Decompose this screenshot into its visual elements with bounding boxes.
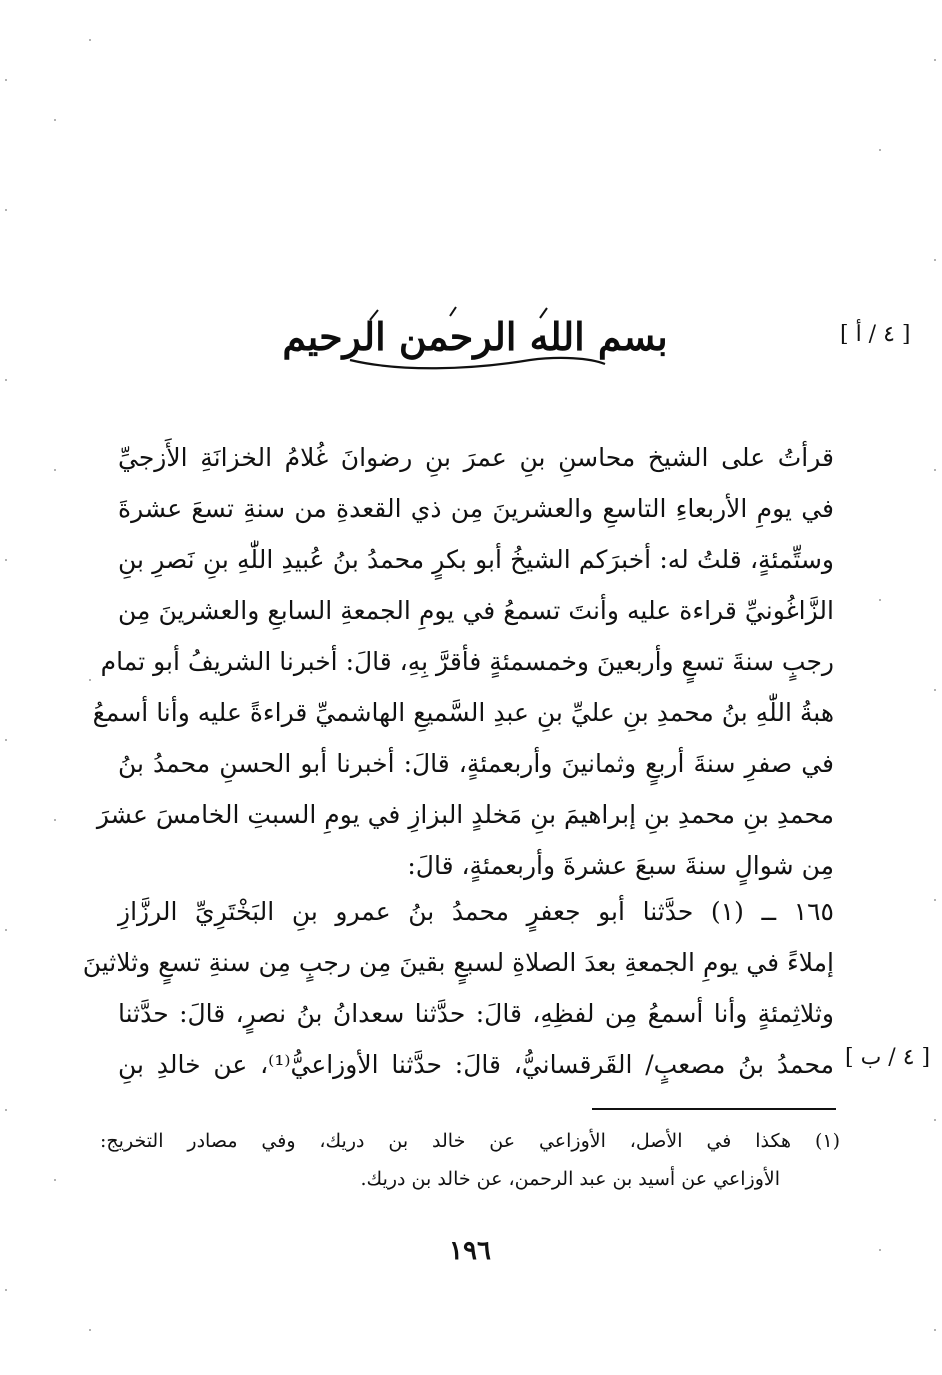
text-line: في يومِ الأربعاءِ التاسعِ والعشرينَ مِن ذي القعدةِ من سنةِ تسعَ عشرةَ — [118, 494, 834, 523]
text-line: محمدِ بنِ محمدِ بنِ إبراهيمَ بنِ مَخلدٍ البزازِ في يومِ السبتِ الخامسَ عشرَ — [96, 800, 834, 829]
page-number: ١٩٦ — [449, 1236, 491, 1266]
folio-mark-4b: [ ٤ / ب ] — [845, 1045, 931, 1070]
text-line: وستِّمئةٍ، قلتُ له: أخبرَكم الشيخُ أبو بكرٍ محمدُ بنُ عُبيدِ اللّٰهِ بنِ نَصرِ بنِ — [118, 545, 834, 574]
text-line: قرأتُ على الشيخ محاسنِ بنِ عمرَ بنِ رضوانَ غُلامُ الخزانَةِ الأَزجيِّ — [118, 443, 834, 472]
text-line: إملاءً في يومِ الجمعةِ بعدَ الصلاةِ لسبعٍ بقينَ مِن رجبٍ مِن سنةِ تسعٍ وثلاثينَ — [82, 948, 834, 977]
text-line: الزَّاغُونيِّ قراءة عليه وأنتَ تسمعُ في يومِ الجمعةِ السابعِ والعشرينَ مِن — [118, 596, 834, 625]
text-line: هبةُ اللّٰهِ بنُ محمدِ بنِ عليِّ بنِ عبدِ السَّميعِ الهاشميِّ قراءةً عليه وأنا أسمعُ — [92, 698, 834, 727]
basmala-text: بسم الله الرحمن الرحيم — [282, 314, 668, 359]
basmala-calligraphy — [282, 298, 668, 378]
footnote-line: الأوزاعي عن أسيد بن عبد الرحمن، عن خالد بن دريك. — [360, 1168, 780, 1190]
footnote — [100, 1122, 840, 1198]
folio-mark-4a: [ ٤ / أ ] — [840, 322, 911, 347]
footnote-separator — [592, 1108, 836, 1110]
text-line: ١٦٥ ــ (١) حدَّثنا أبو جعفرٍ محمدُ بنُ عمرو بنِ البَخْتَرِيِّ الرزَّازِ — [118, 897, 834, 926]
paragraph-isnad-intro — [92, 432, 834, 891]
text-line: مِن شوالٍ سنةَ سبعَ عشرةَ وأربعمئةٍ، قالَ: — [407, 851, 834, 880]
footnote-line: (١) هكذا في الأصل، الأوزاعي عن خالد بن دريك، وفي مصادر التخريج: — [100, 1130, 840, 1152]
text-line: رجبٍ سنةَ تسعٍ وأربعينَ وخمسمئةٍ فأقرَّ بِهِ، قالَ: أخبرنا الشريفُ أبو تمام — [100, 647, 834, 676]
text-line: في صفرِ سنةَ أربعٍ وثمانينَ وأربعمئةٍ، قالَ: أخبرنا أبو الحسنِ محمدُ بنُ — [118, 749, 834, 778]
paragraph-hadith-165 — [82, 886, 835, 1090]
text-line: محمدُ بنُ مصعبٍ/ القَرقسانيُّ، قالَ: حدَّثنا الأوزاعيُّ⁽¹⁾، عن خالدِ بنِ — [118, 1050, 835, 1079]
text-line: وثلاثِمئةٍ وأنا أسمعُ مِن لفظِهِ، قالَ: حدَّثنا سعدانُ بنُ نصرٍ، قالَ: حدَّثنا — [118, 999, 834, 1028]
